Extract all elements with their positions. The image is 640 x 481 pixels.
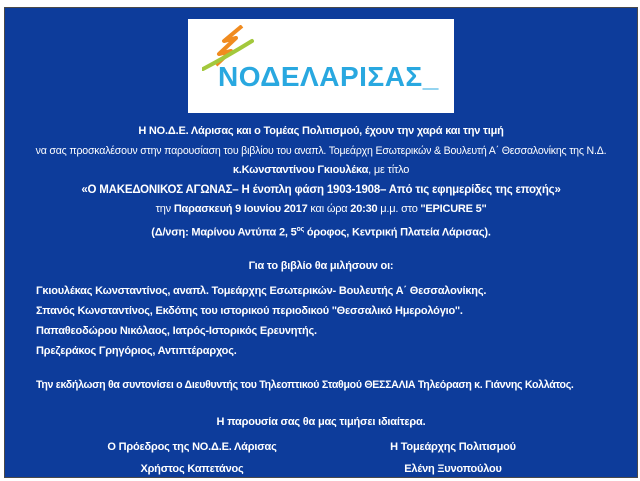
logo-text: ΝΟΔΕΛΑΡΙΣΑΣ_ xyxy=(218,61,439,92)
address-post: όροφος, Κεντρική Πλατεία Λάρισας). xyxy=(304,226,491,239)
signature-right xyxy=(344,436,562,481)
signature-right-title: Η Τομεάρχης Πολιτισμού xyxy=(390,440,516,453)
signature-left-name: Χρήστος Καπετάνος xyxy=(140,462,244,475)
signatures xyxy=(5,430,637,481)
signature-right-name: Ελένη Ξυνοπούλου xyxy=(404,462,502,475)
datetime-line: την Παρασκευή 9 Ιουνίου 2017 και ώρα 20:30 μ.μ. στο ''EPICURE 5'' xyxy=(155,203,487,215)
invitation-content xyxy=(5,122,637,481)
speaker-item: Γκιουλέκας Κωνσταντίνος, αναπλ. Τομεάρχης Εσωτερικών- Βουλευτής Α΄ Θεσσαλονίκης. xyxy=(36,284,487,297)
address-line xyxy=(5,220,637,243)
moderator-line: Την εκδήλωση θα συντονίσει ο Διευθυντής του Τηλεοπτικού Σταθμού ΘΕΣΣΑΛΙΑ Τηλεόραση κ. Γιάννης Κολλάτος. xyxy=(36,378,574,391)
signature-left-title: Ο Πρόεδρος της ΝΟ.Δ.Ε. Λάρισας xyxy=(107,440,277,453)
speakers-list xyxy=(5,281,637,361)
logo-box xyxy=(188,19,454,113)
speakers-heading: Για το βιβλίο θα μιλήσουν οι: xyxy=(248,259,394,272)
book-title: «Ο ΜΑΚΕΔΟΝΙΚΟΣ ΑΓΩΝΑΣ– Η ένοπλη φάση 1903-1908– Από τις εφημερίδες της εποχής» xyxy=(81,183,561,196)
speaker-item: Σπανός Κωνσταντίνος, Εκδότης του ιστορικού περιοδικού ''Θεσσαλικό Ημερολόγιο''. xyxy=(36,304,463,317)
speaker-item: Παπαθεοδώρου Νικόλαος, Ιατρός-Ιστορικός Ερευνητής. xyxy=(36,324,317,337)
signature-left xyxy=(83,436,301,481)
intro-line-2: να σας προσκαλέσουν στην παρουσίαση του βιβλίου του αναπλ. Τομεάρχη Εσωτερικών & Βουλευτή Α΄ Θεσσαλονίκης της Ν.Δ. xyxy=(35,144,607,157)
address-pre: (Δ/νση: Μαρίνου Αντύπα 2, 5 xyxy=(151,226,297,239)
intro-line-3: κ.Κωνσταντίνου Γκιουλέκα, με τίτλο xyxy=(232,164,410,176)
speaker-item: Πρεζεράκος Γρηγόριος, Αντιπτέραρχος. xyxy=(36,344,237,357)
closing-line: Η παρουσία σας θα μας τιμήσει ιδιαίτερα. xyxy=(216,415,426,428)
invitation-panel xyxy=(4,7,638,478)
address-ordinal: ος xyxy=(296,225,305,233)
intro-line-1: Η ΝΟ.Δ.Ε. Λάρισας και ο Τομέας Πολιτισμού, έχουν την χαρά και την τιμή xyxy=(138,125,504,137)
